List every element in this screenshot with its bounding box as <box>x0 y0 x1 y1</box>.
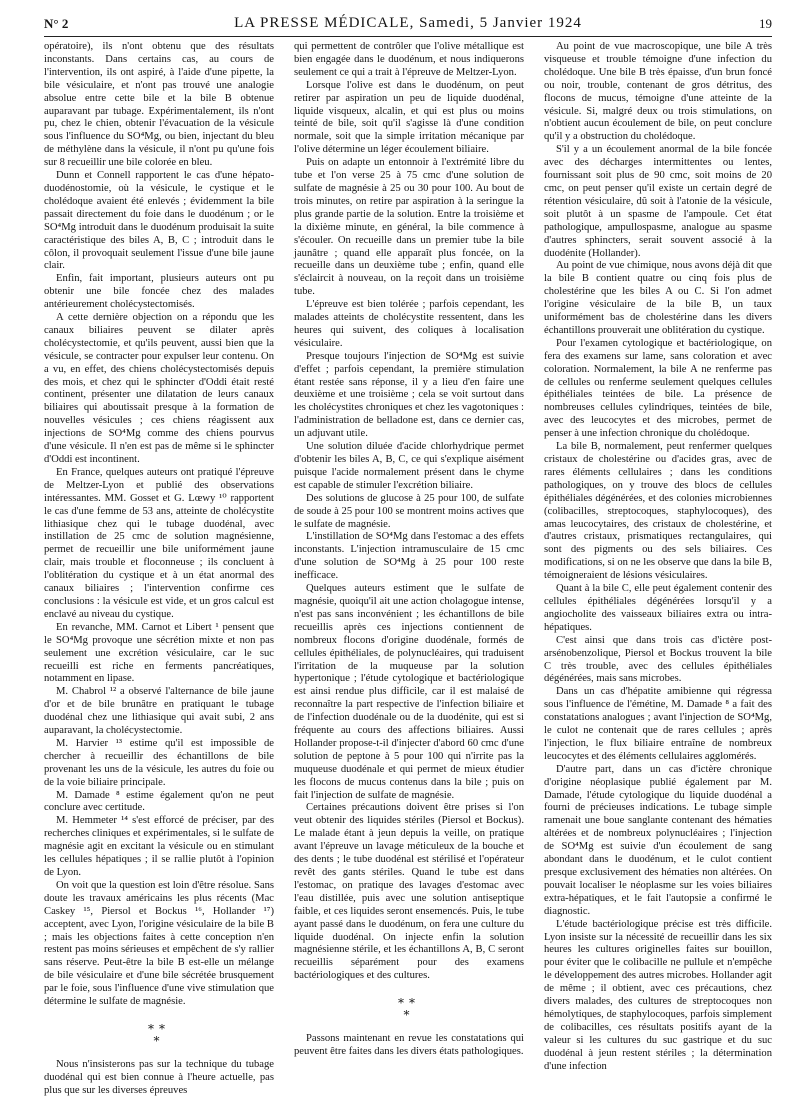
paragraph: Au point de vue chimique, nous avons déjà dit que la bile B contient quatre ou cinq fois plus de cholestérine que les biles A ou C. Si l'on admet l'origine vésiculaire de la bile B, un taux uniformément bas de cholestérine dans les divers échantillons prouverait une oblitération du cystique. <box>544 260 772 336</box>
column-right <box>544 41 772 1073</box>
paragraph: L'étude bactériologique précise est très difficile. Lyon insiste sur la nécessité de recueillir dans les six heures les cultures originelles faites sur bouillon, pour éviter que le colibacille ne pullule et n'empêche le développement des autres microbes. Hollander agit de même ; il obtient, avec ces précautions, chez divers malades, des cultures de streptocoques non hémolytiques, de staphylocoques, parfois simplement de colibacilles, ces résultats positifs ayant de la valeur si les cultures du suc gastrique et du suc duodénal à jeun restent stériles ; la détermination d'une infection <box>544 918 772 1072</box>
column-middle <box>294 41 524 1073</box>
paragraph: A cette dernière objection on a répondu que les canaux biliaires peuvent se dilater après cholécystectomie, et qu'ils peuvent, aussi bien que la vésicule, se contracter pour expulser leur contenu. On a vu, en effet, des chiens cholécystectomisés depuis des mois, et chez qui le sphincter d'Oddi était resté continent, présenter une dilatation de leurs canaux biliaires qui aboutissait presque à la formation de nouvelles vésicules ; ces chiens réagissent aux injections de SO⁴Mg comme des chiens pourvus d'une vésicule. Il n'en est pas de même si le sphincter d'Oddi est incontinent. <box>44 312 274 465</box>
paragraph: Puis on adapte un entonnoir à l'extrémité libre du tube et l'on verse 25 à 75 cmc d'une solution de sulfate de magnésie à 25 ou 30 pour 100. Au bout de trois minutes, on retire par aspiration à la seringue la plus grande partie de la solution. Entre la troisième et la dixième minute, en général, la bile commence à s'écouler. On recueille dans un premier tube la bile jaunâtre ; quand elle apparaît plus foncée, on la recueille dans un deuxième tube ; enfin, quand elle s'éclaircit à nouveau, on la reçoit dans un troisième tube. <box>294 157 524 298</box>
separator-stars-top: ⁎⁎ <box>148 1017 170 1032</box>
paragraph: Enfin, fait important, plusieurs auteurs ont pu obtenir une bile foncée chez des malades antérieurement cholécystectomisés. <box>44 273 274 311</box>
paragraph: Certaines précautions doivent être prises si l'on veut obtenir des liquides stériles (Piersol et Bockus). Le malade étant à jeun depuis la veille, on pratique avant l'épreuve un lavage méticuleux de la bouche et des dents ; le tube duodénal est stérilisé et l'opérateur revêt des gants stériles. Quand le tube est dans l'estomac, on pratique des lavages d'estomac avec l'eau distillée, puis avec une solution antiseptique faible, et ces liquides seront ensemencés. Puis, le tube ayant passé dans le duodénum, on fera une culture du liquide duodénal. On injecte enfin la solution magnésienne stérile, et les échantillons A, B, C seront recueillis séparément pour des examens bactériologiques et des cultures. <box>294 802 524 982</box>
paragraph: Lorsque l'olive est dans le duodénum, on peut retirer par aspiration un peu de liquide duodénal, liquide visqueux, alcalin, et qui est plus ou moins teinté de bile, soit qu'il s'agisse là d'une condition normale, soit que la simple irritation mécanique par l'olive détermine un léger écoulement biliaire. <box>294 79 524 156</box>
separator-stars-bottom: ⁎ <box>403 1004 415 1019</box>
paragraph: D'autre part, dans un cas d'ictère chronique d'origine néoplasique publié également par M. Damade, l'étude cytologique du liquide duodénal a fourni de précieuses indications. Le tubage simple ramenait une boue sanglante contenant des hématies altérées et de nombreux polynucléaires ; l'injection de SO⁴Mg est suivie d'un écoulement de sang abondant dans le duodénum, et le culot contient presque exclusivement des hématies non altérées. On pouvait localiser le néoplasme sur les voies biliaires extra-hépatiques, et le fait l'autopsie a confirmé le diagnostic. <box>544 763 772 917</box>
paragraph: Quant à la bile C, elle peut également contenir des cellules épithéliales dégénérées lorsqu'il y a angiocholite des vaisseaux biliaires extra ou intra-hépatiques. <box>544 583 772 633</box>
journal-title: LA PRESSE MÉDICALE, Samedi, 5 Janvier 1924 <box>234 15 582 31</box>
separator-stars-top: ⁎⁎ <box>398 992 420 1007</box>
paragraph: qui permettent de contrôler que l'olive métallique est bien engagée dans le duodénum, et nous indiquerons seulement ce qui a trait à l'épreuve de Meltzer-Lyon. <box>294 41 524 78</box>
paragraph: Quelques auteurs estiment que le sulfate de magnésie, quoiqu'il ait une action cholagogue intense, n'est pas sans inconvénient ; les échantillons de bile recueillis après ces injections contiennent de nombreux flocons d'origine duodénale, formés de cellules épithéliales, de polynucléaires, qui traduisent l'irritation de la muqueuse par la solution hypertonique ; l'étude cytologique et bactériologique est ainsi rendue plus difficile, car il est malaisé de reconnaître la part respective de l'infection biliaire et de l'infection duodénale ou de la duodénite, qui est si fréquente au cours des affections biliaires. Aussi Hollander propose-t-il d'injecter d'abord 60 cmc d'une solution de peptone à 5 pour 100 qui n'irrite pas la muqueuse duodénale et qui permet de mieux étudier les flocons de mucus contenus dans la bile ; puis on fait l'injection de sulfate de magnésie. <box>294 583 524 801</box>
paragraph: C'est ainsi que dans trois cas d'ictère post-arsénobenzolique, Piersol et Bockus trouvent la bile C très trouble, avec des cellules épithéliales dégénérées, mais sans microbes. <box>544 634 772 685</box>
paragraph: Pour l'examen cytologique et bactériologique, on fera des examens sur lame, sans coloration et avec coloration. Normalement, la bile A ne renferme pas de cellules ou renferme seulement quelques cellules épithéliales teintées de bile. La présence de nombreuses cellules cylindriques, teintées de bile, avec des leucocytes et des microbes, permet de penser à une infection chronique du cholédoque. <box>544 337 772 440</box>
page-number: 19 <box>759 16 772 31</box>
paragraph: Dunn et Connell rapportent le cas d'une hépato-duodénostomie, où la vésicule, le cystique et le cholédoque avaient été enlevés ; évidemment la bile passait directement du foie dans le duodénum ; or le SO⁴Mg introduit dans le duodénum produisait la suite caractéristique des biles A, B, C ; introduit dans le côlon, il provoquait seulement l'issue d'une bile jaune clair. <box>44 170 274 272</box>
separator-stars-bottom: ⁎ <box>153 1029 165 1044</box>
paragraph: On voit que la question est loin d'être résolue. Sans doute les travaux américains les plus récents (Mac Caskey ¹⁵, Piersol et Bockus ¹⁶, Hollander ¹⁷) acceptent, avec Lyon, l'origine vésiculaire de la bile B ; mais les objections faites à cette conception n'en restent pas moins sérieuses et empêchent de s'y rallier sans réserve. Peut-être la bile B est-elle un mélange de bile vésiculaire et d'une bile sécrétée brusquement par le foie, sous l'influence d'une vive stimulation que détermine le sulfate de magnésie. <box>44 879 274 1008</box>
paragraph: L'épreuve est bien tolérée ; parfois cependant, les malades atteints de cholécystite ressentent, dans les heures qui suivent, des coliques à localisation vésiculaire. <box>294 299 524 349</box>
paragraph: La bile B, normalement, peut renfermer quelques cristaux de cholestérine ou d'acides gras, avec de rares éléments cellulaires ; dans les conditions pathologiques, on y trouve des blocs de cellules épithéliales dégénérées, et des colonies microbiennes (colibacilles, streptocoques, staphylocoques), des amas leucocytaires, des cristaux de cholestérine, et d'autres cristaux, prismatiques rectangulaires, qui sont des pigments ou des sels biliaires. Ces modifications, si on ne les observe que dans la bile B, témoigneraient de lésions vésiculaires. <box>544 441 772 582</box>
column-left <box>44 41 274 1096</box>
paragraph: Des solutions de glucose à 25 pour 100, de sulfate de soude à 25 pour 100 se montrent moins actives que le sulfate de magnésie. <box>294 492 524 530</box>
paragraph: Au point de vue macroscopique, une bile A très visqueuse et trouble témoigne d'une infection du cholédoque. Une bile B très épaisse, d'un brun foncé ou noir, trouble, contenant de gros détritus, des flocons de mucus, témoigne d'une atteinte de la vésicule. Si, malgré deux ou trois stimulations, on n'obtient aucun écoulement de bile, on peut conclure qu'il y a obstruction du cholédoque. <box>544 41 772 143</box>
paragraph: S'il y a un écoulement anormal de la bile foncée avec des décharges intermittentes ou lentes, fournissant soit plus de 90 cmc, soit moins de 20 cmc, on peut penser qu'il existe un certain degré de rétention vésiculaire, dû soit à l'atonie de la vésicule, soit plutôt à un spasme de l'ampoule. Cet état pathologique, ampullospasme, analogue au spasme d'autres sphincters, serait souvent associé à la duodénite (Hollander). <box>544 144 772 259</box>
paragraph: Nous n'insisterons pas sur la technique du tubage duodénal qui est bien connue à l'heure actuelle, pas plus que sur les diverses épreuves <box>44 1058 274 1096</box>
section-separator <box>294 993 524 1017</box>
paragraph: Dans un cas d'hépatite amibienne qui régressa sous l'influence de l'émétine, M. Damade ⁸ a fait des constatations analogues ; avant l'injection de SO⁴Mg, le culot ne contenait que de rares cellules ; après l'injection, le flux biliaire entraîne de nombreux leucocytes et des éléments cellulaires agglomérés. <box>544 686 772 762</box>
paragraph: En revanche, MM. Carnot et Libert ¹ pensent que le SO⁴Mg provoque une sécrétion mixte et non pas seulement une excrétion vésiculaire, car le suc recueilli est riche en ferments pancréatiques, notamment en lipase. <box>44 621 274 685</box>
paragraph: L'instillation de SO⁴Mg dans l'estomac a des effets inconstants. L'injection intramusculaire de 15 cmc d'une solution de SO⁴Mg à 25 pour 100 reste inefficace. <box>294 531 524 582</box>
page-header <box>44 14 772 37</box>
section-separator <box>44 1019 274 1043</box>
paragraph: M. Chabrol ¹² a observé l'alternance de bile jaune d'or et de bile brunâtre en pratiquant le tubage duodénal chez une lithiasique qui avait subi, 2 ans auparavant, la cholécystectomie. <box>44 686 274 737</box>
paragraph: Une solution diluée d'acide chlorhydrique permet d'obtenir les biles A, B, C, ce qui s'explique aisément puisque l'acide normalement présent dans le chyme est capable de stimuler l'excrétion biliaire. <box>294 441 524 491</box>
paragraph: Presque toujours l'injection de SO⁴Mg est suivie d'effet ; parfois cependant, la première stimulation étant restée sans réponse, il y a lieu d'en faire une deuxième et une troisième ; cela se voit surtout dans les cholécystites chroniques et chez les vagotoniques : l'administration de belladone est, dans ce dernier cas, un adjuvant utile. <box>294 350 524 440</box>
paragraph: M. Harvier ¹³ estime qu'il est impossible de chercher à recueillir des échantillons de bile provenant les uns de la vésicule, les autres du foie ou de la voie biliaire principale. <box>44 737 274 788</box>
paragraph: En France, quelques auteurs ont pratiqué l'épreuve de Meltzer-Lyon et publié des observations intéressantes. MM. Gosset et G. Lœwy ¹⁰ rapportent le cas d'une femme de 53 ans, atteinte de cholécystite lithiasique chez qui le tubage duodénal, avec instillation de 25 cmc de solution magnésienne, permet de recueillir une bile uniformément jaune clair, mais trouble et floconneuse ; ils concluent à l'oblitération du cystique et à un état anormal des canaux biliaires ; l'intervention confirme ces conclusions : la vésicule est vide, et un gros calcul est enclavé au niveau du cystique. <box>44 466 274 620</box>
paragraph: Passons maintenant en revue les constatations qui peuvent être faites dans les divers états pathologiques. <box>294 1033 524 1058</box>
paragraph: M. Damade ⁸ estime également qu'on ne peut conclure avec certitude. <box>44 789 274 814</box>
issue-number: N° 2 <box>44 16 69 31</box>
paragraph: opératoire), ils n'ont obtenu que des résultats inconstants. Dans certains cas, au cours de l'intervention, ils ont aspiré, à l'aide d'une pipette, la bile vésiculaire, et n'ont pas trouvé une analogie absolue entre cette bile et la bile B obtenue auparavant par tubage. Expérimentalement, ils n'ont pu, chez le chien, obtenir l'évacuation de la vésicule sous l'influence du SO⁴Mg, ou bien, injectant du bleu de méthylène dans la vésicule, il n'ont pu qu'une fois sur 8 recueillir une bile colorée en bleu. <box>44 41 274 169</box>
paragraph: M. Hemmeter ¹⁴ s'est efforcé de préciser, par des recherches cliniques et expérimentales, si le sulfate de magnésie agit en excitant la vésicule ou en stimulant les cellules hépatiques ; il se rallie plutôt à l'opinion de Lyon. <box>44 815 274 878</box>
